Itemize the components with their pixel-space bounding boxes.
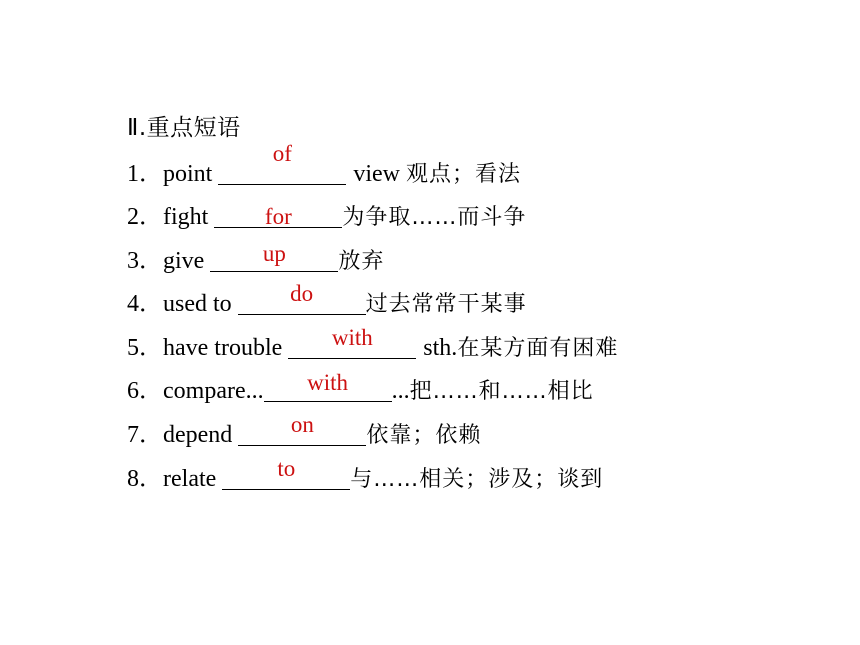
item-number: 7． bbox=[127, 422, 163, 448]
answer-blank bbox=[218, 141, 346, 185]
phrase-item-6 bbox=[127, 370, 594, 408]
item-number: 1． bbox=[127, 161, 163, 187]
phrase-item-7 bbox=[127, 412, 482, 452]
phrase-suffix-en: view bbox=[353, 161, 400, 187]
phrase-meaning: 在某方面有困难 bbox=[457, 336, 619, 361]
item-number: 8． bbox=[127, 466, 163, 492]
answer-blank bbox=[238, 412, 366, 446]
answer-text: with bbox=[307, 370, 349, 395]
answer-blank bbox=[210, 241, 338, 272]
answer-text: of bbox=[272, 141, 292, 166]
phrase-prefix: used to bbox=[163, 291, 232, 317]
phrase-meaning: 为争取……而斗争 bbox=[342, 205, 527, 230]
phrase-item-4 bbox=[127, 281, 527, 321]
answer-text: up bbox=[262, 241, 286, 266]
answer-text: do bbox=[290, 281, 314, 306]
item-number: 5． bbox=[127, 335, 163, 361]
answer-blank bbox=[238, 281, 366, 315]
phrase-suffix-en: sth. bbox=[423, 335, 458, 361]
phrase-prefix: have trouble bbox=[163, 335, 283, 361]
phrase-meaning: 把……和……相比 bbox=[409, 379, 594, 404]
answer-blank bbox=[214, 203, 342, 228]
answer-text: to bbox=[277, 456, 296, 481]
phrase-prefix: depend bbox=[163, 422, 233, 448]
item-number: 2． bbox=[127, 204, 163, 230]
phrase-prefix: point bbox=[163, 161, 213, 187]
item-number: 4． bbox=[127, 291, 163, 317]
phrase-prefix: relate bbox=[163, 466, 217, 492]
answer-text: on bbox=[290, 412, 314, 437]
item-number: 3． bbox=[127, 248, 163, 274]
phrase-meaning: 过去常常干某事 bbox=[365, 292, 527, 317]
section-heading: Ⅱ.重点短语 bbox=[127, 115, 241, 141]
phrase-meaning: 观点；看法 bbox=[406, 162, 522, 187]
answer-blank bbox=[264, 370, 392, 402]
answer-text: for bbox=[264, 204, 292, 229]
phrase-meaning: 与……相关；涉及；谈到 bbox=[350, 467, 604, 492]
phrase-meaning: 依靠；依赖 bbox=[366, 423, 482, 448]
answer-blank bbox=[222, 456, 350, 490]
phrase-item-8 bbox=[127, 456, 604, 496]
answer-blank bbox=[288, 325, 416, 359]
phrase-prefix: fight bbox=[163, 204, 209, 230]
phrase-prefix: give bbox=[163, 248, 205, 274]
phrase-item-5 bbox=[127, 325, 619, 365]
phrase-prefix: compare... bbox=[163, 378, 264, 404]
answer-text: with bbox=[331, 325, 373, 350]
phrase-item-1 bbox=[127, 141, 522, 191]
phrase-suffix-en: ... bbox=[391, 378, 410, 404]
phrase-meaning: 放弃 bbox=[338, 249, 385, 274]
phrase-item-2 bbox=[127, 200, 526, 234]
phrase-item-3 bbox=[127, 241, 385, 278]
item-number: 6． bbox=[127, 378, 163, 404]
